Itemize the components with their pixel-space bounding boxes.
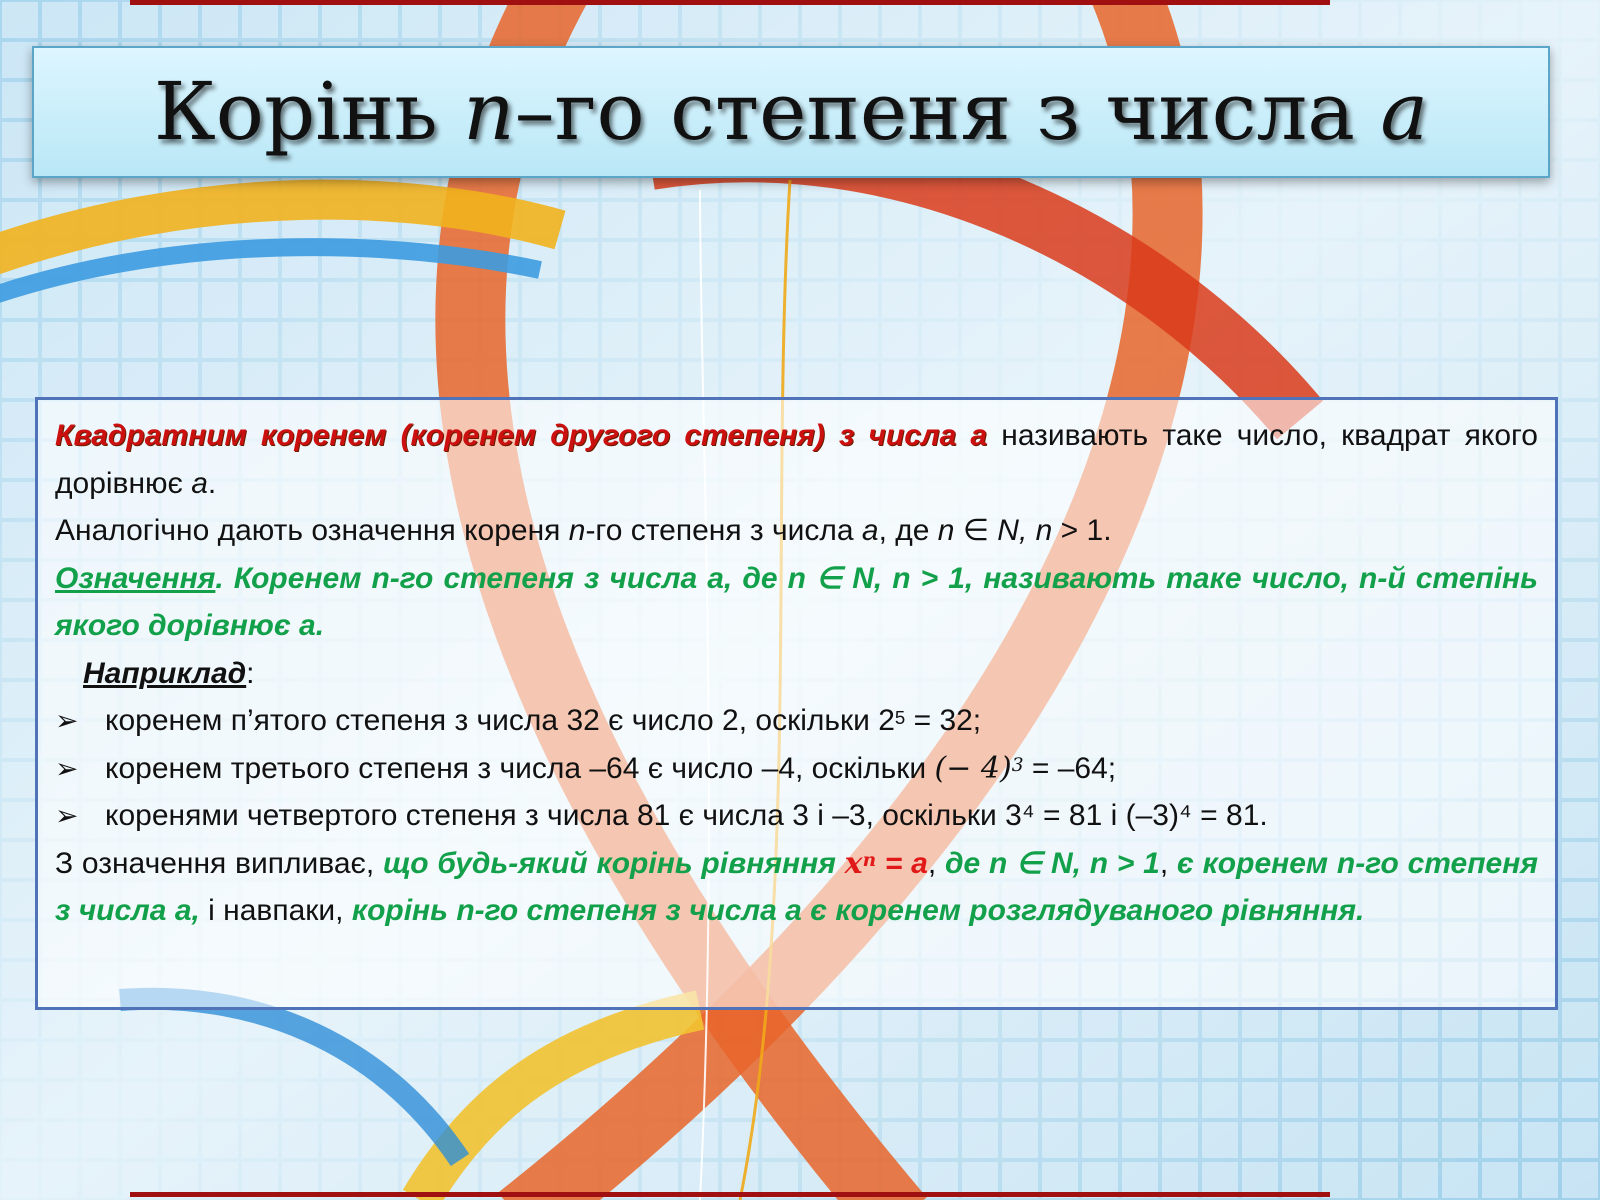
conclusion-n: n bbox=[862, 850, 877, 871]
analogy-t2: -го степеня з числа bbox=[585, 514, 862, 547]
bullet-text bbox=[105, 697, 981, 745]
bullet-1-text: коренем п’ятого степеня з числа 32 є число 2, оскільки 2 bbox=[105, 704, 895, 737]
title-a: a bbox=[1380, 65, 1429, 158]
analogy-t5: > 1. bbox=[1052, 514, 1112, 547]
bullet-2-sup: 3 bbox=[1011, 755, 1024, 776]
bullet-3-text: коренями четвертого степеня з числа 81 є числа 3 і –3, оскільки 3⁴ = 81 і (–3)⁴ = 81. bbox=[105, 799, 1268, 832]
square-root-term: Квадратним коренем (коренем другого степеня) з числа а bbox=[55, 419, 988, 452]
slide-title bbox=[34, 62, 1548, 162]
example-heading bbox=[55, 650, 1538, 698]
analogy-t1: Аналогічно дають означення кореня bbox=[55, 514, 569, 547]
conclusion-t3: , bbox=[1159, 846, 1177, 880]
conclusion-text bbox=[55, 840, 1538, 935]
bullet-2-after: = –64; bbox=[1023, 751, 1117, 785]
definition-text: . Коренем n-го степеня з числа а, де n ∈ N, n > 1, називають таке число, n-й степінь якого дорівнює а. bbox=[55, 561, 1538, 642]
title-banner bbox=[32, 46, 1550, 178]
analogy-text bbox=[55, 507, 1538, 555]
conclusion-g4: корінь n-го степеня з числа а є коренем розглядуваного рівняння. bbox=[351, 894, 1365, 927]
conclusion-g2: де n ∈ N, n > 1 bbox=[944, 846, 1160, 880]
title-part-2: –го степеня з числа bbox=[514, 65, 1381, 158]
conclusion-t4: і навпаки, bbox=[199, 894, 352, 927]
conclusion-g1: що будь-який корінь рівняння bbox=[382, 846, 845, 880]
conclusion-t1: З означення випливає, bbox=[55, 846, 383, 880]
example-label: Наприклад bbox=[83, 656, 247, 690]
example-colon: : bbox=[246, 656, 255, 690]
analogy-t3: , де bbox=[878, 514, 938, 547]
bullet-2-text: коренем третього степеня з числа –64 є число –4, оскільки bbox=[105, 751, 935, 785]
bullet-text bbox=[105, 745, 1116, 793]
square-root-end: . bbox=[207, 466, 217, 500]
analogy-n1: n bbox=[568, 514, 586, 547]
square-root-a: а bbox=[191, 466, 208, 500]
content-panel bbox=[35, 397, 1558, 1010]
bullet-1-after: = 32; bbox=[905, 704, 982, 737]
conclusion-x: x bbox=[844, 845, 863, 881]
analogy-t4: ∈ bbox=[954, 514, 998, 547]
square-root-rest: називають таке число, квадрат якого дорівнює bbox=[55, 419, 1538, 500]
bullet-text bbox=[105, 792, 1268, 840]
analogy-n2: n bbox=[937, 514, 955, 547]
definition-label: Означення bbox=[55, 561, 216, 595]
title-part-1: Корінь bbox=[153, 65, 464, 158]
bullet-1-sup: 5 bbox=[894, 706, 906, 728]
analogy-a: а bbox=[861, 514, 879, 547]
title-n: n bbox=[463, 65, 515, 158]
arrow-bullet-icon: ➢ bbox=[55, 800, 79, 831]
arrow-bullet-icon: ➢ bbox=[55, 752, 79, 784]
list-item bbox=[55, 697, 1538, 745]
conclusion-g3: є коренем n-го степеня з числа а, bbox=[55, 846, 1539, 927]
list-item bbox=[55, 745, 1538, 793]
bullet-2-math: (− 4) bbox=[934, 750, 1012, 786]
analogy-N: N, n bbox=[997, 514, 1053, 547]
square-root-definition bbox=[55, 412, 1538, 507]
conclusion-eq: = а bbox=[876, 846, 928, 880]
arrow-bullet-icon: ➢ bbox=[55, 705, 79, 736]
list-item bbox=[55, 792, 1538, 840]
nth-root-definition bbox=[55, 555, 1538, 650]
conclusion-t2: , bbox=[927, 846, 945, 880]
